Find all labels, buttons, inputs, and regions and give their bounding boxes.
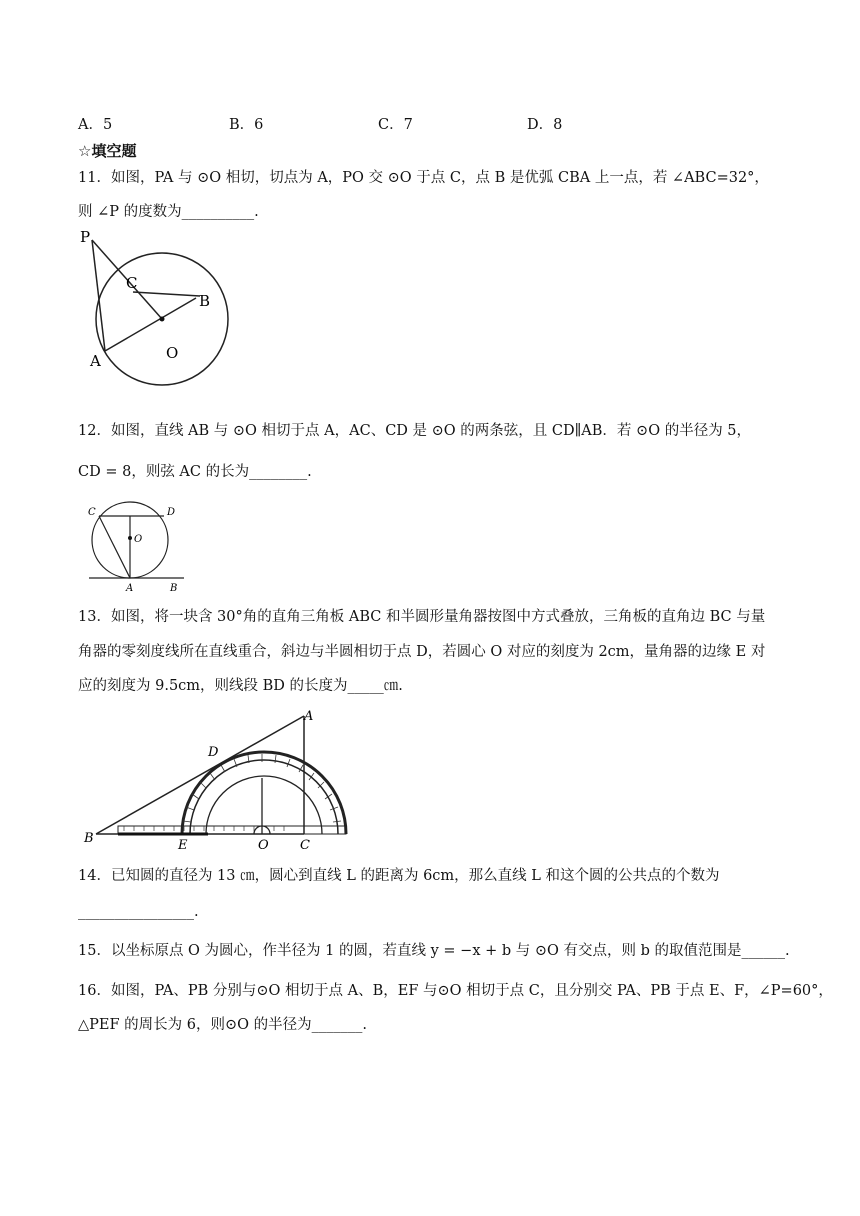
q11-label-p: P: [80, 228, 91, 246]
q12-figure: [84, 500, 194, 594]
option-a: A．5: [78, 117, 113, 133]
q11-text-line1: 11．如图，PA 与 ⊙O 相切，切点为 A，PO 交 ⊙O 于点 C，点 B 是优弧 CBA 上一点，若 ∠ABC=32°，: [78, 170, 769, 186]
q15-text-line1: 15．以坐标原点 O 为圆心，作半径为 1 的圆，若直线 y = −x + b 与 ⊙O 有交点，则 b 的取值范围是______.: [78, 943, 790, 959]
q12-text-line1: 12．如图，直线 AB 与 ⊙O 相切于点 A，AC、CD 是 ⊙O 的两条弦，且 CD∥AB．若 ⊙O 的半径为 5，: [78, 423, 752, 439]
q13-label-e: E: [178, 838, 188, 852]
q11-label-a: A: [90, 352, 101, 370]
q16-text-line2: △PEF 的周长为 6，则⊙O 的半径为_______.: [78, 1017, 368, 1033]
q11-text-line2: 则 ∠P 的度数为__________.: [78, 204, 259, 220]
q11-figure: [78, 228, 238, 386]
q12-label-c: C: [88, 507, 96, 518]
q12-label-o: O: [134, 534, 143, 545]
q13-text-line2: 角器的零刻度线所在直线重合，斜边与半圆相切于点 D，若圆心 O 对应的刻度为 2cm，量角器的边缘 E 对: [78, 644, 766, 660]
q13-label-c: C: [300, 838, 310, 852]
option-c: C．7: [378, 117, 413, 133]
q13-label-o: O: [258, 838, 269, 852]
section-title: ☆填空题: [78, 142, 137, 160]
option-b: B．6: [229, 117, 264, 133]
q13-figure: [78, 704, 358, 852]
q12-label-a: A: [126, 583, 134, 594]
q13-text-line1: 13．如图，将一块含 30°角的直角三角板 ABC 和半圆形量角器按图中方式叠放，三角板的直角边 BC 与量: [78, 609, 766, 625]
q11-label-c: C: [126, 274, 138, 292]
q12-text-line2: CD = 8，则弦 AC 的长为________.: [78, 464, 312, 480]
q12-label-d: D: [167, 507, 176, 518]
q13-label-a: A: [304, 709, 314, 724]
q12-label-b: B: [170, 583, 178, 594]
q13-label-b: B: [84, 831, 94, 846]
q14-text-line1: 14．已知圆的直径为 13 ㎝，圆心到直线 L 的距离为 6cm，那么直线 L 和这个圆的公共点的个数为: [78, 868, 720, 884]
q11-label-o: O: [166, 344, 179, 362]
q14-text-line2: ________________.: [78, 904, 199, 920]
q11-label-b: B: [199, 292, 211, 310]
option-d: D．8: [527, 117, 563, 133]
q13-label-d: D: [208, 745, 219, 760]
q16-text-line1: 16．如图，PA、PB 分别与⊙O 相切于点 A、B，EF 与⊙O 相切于点 C，且分别交 PA、PB 于点 E、F，∠P=60°，: [78, 983, 833, 999]
q13-text-line3: 应的刻度为 9.5cm，则线段 BD 的长度为_____㎝.: [78, 678, 403, 694]
